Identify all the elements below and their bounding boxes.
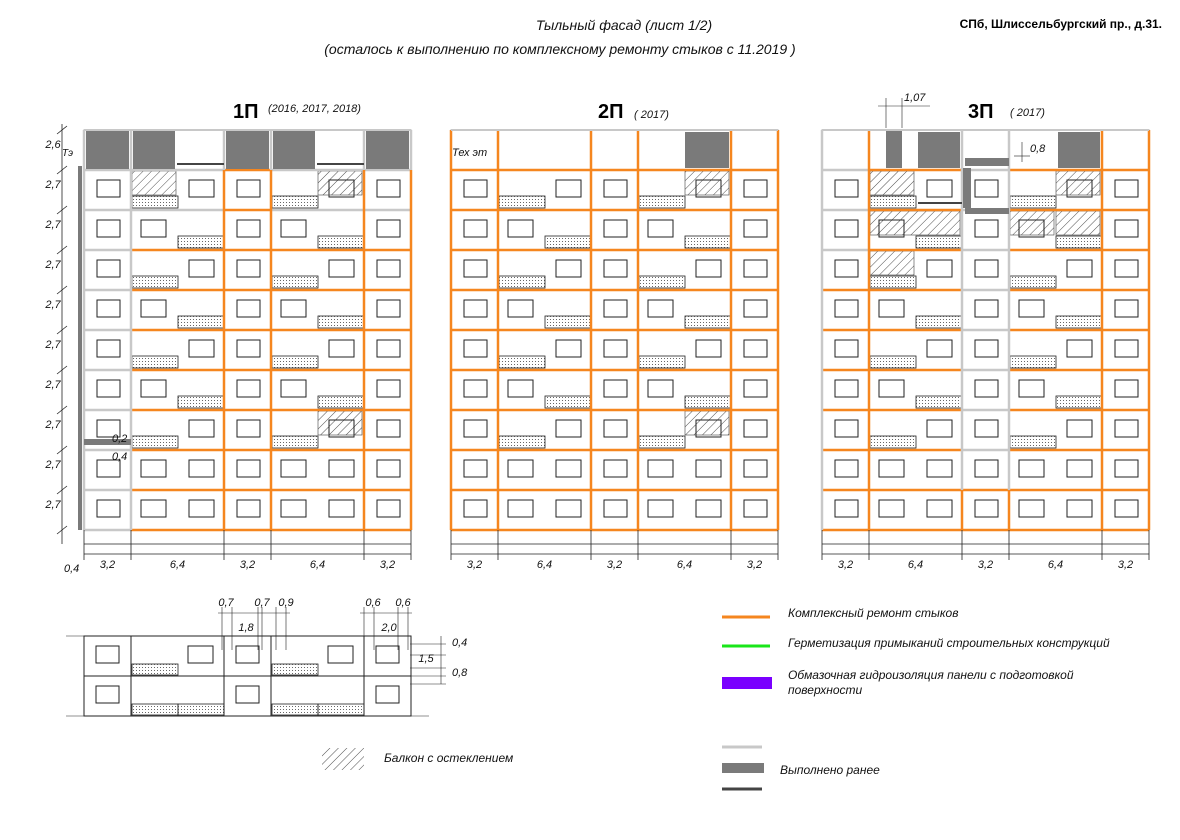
- window: [879, 300, 904, 317]
- floor-height-label: 2,7: [45, 219, 61, 231]
- bay-width-label: 3,2: [746, 559, 763, 571]
- window: [927, 460, 952, 477]
- window: [281, 500, 306, 517]
- window: [508, 460, 533, 477]
- section-heading-3p: [968, 101, 1045, 123]
- window: [1115, 340, 1138, 357]
- window: [648, 460, 673, 477]
- dim-0-4-b: 0,4: [112, 451, 128, 463]
- window: [464, 300, 487, 317]
- done-block: [86, 131, 129, 169]
- window: [835, 500, 858, 517]
- window: [464, 420, 487, 437]
- window: [97, 260, 120, 277]
- floor-height-label: 2,6: [45, 139, 61, 151]
- done-block: [918, 132, 960, 168]
- window: [377, 460, 400, 477]
- floor-height-label: 2,7: [45, 339, 61, 351]
- window: [1115, 460, 1138, 477]
- window: [237, 340, 260, 357]
- window: [604, 380, 627, 397]
- balcony-slab: [272, 356, 318, 368]
- bay-width-label: 3,2: [99, 559, 116, 571]
- window: [97, 340, 120, 357]
- window: [464, 180, 487, 197]
- window: [975, 220, 998, 237]
- window: [188, 646, 213, 663]
- balcony-slab: [870, 276, 916, 288]
- window: [835, 420, 858, 437]
- window: [1115, 420, 1138, 437]
- balcony-slab: [132, 356, 178, 368]
- balcony-slab: [499, 356, 545, 368]
- window: [376, 686, 399, 703]
- window: [604, 500, 627, 517]
- balcony-slab: [318, 316, 364, 328]
- balcony-slab: [272, 196, 318, 208]
- window: [879, 460, 904, 477]
- glazed-balcony: [132, 171, 176, 195]
- window: [1019, 380, 1044, 397]
- balcony-slab: [639, 196, 685, 208]
- window: [1019, 460, 1044, 477]
- window: [464, 220, 487, 237]
- balcony-slab: [132, 664, 178, 675]
- window: [744, 180, 767, 197]
- done-strip: [963, 168, 971, 208]
- window: [648, 500, 673, 517]
- window: [281, 220, 306, 237]
- legend: [322, 606, 1110, 789]
- done-block: [685, 132, 729, 168]
- balcony-slab: [545, 236, 591, 248]
- balcony-slab: [1056, 396, 1102, 408]
- glazed-balcony: [318, 171, 362, 195]
- bay-width-label: 3,2: [837, 559, 854, 571]
- window: [281, 300, 306, 317]
- balcony-slab: [318, 704, 364, 715]
- section-years: ( 2017): [634, 109, 669, 121]
- window: [237, 500, 260, 517]
- done-strip: [965, 208, 1009, 214]
- balcony-slab: [685, 396, 731, 408]
- balcony-slab: [916, 396, 962, 408]
- detail-top-dim: 0,6: [365, 597, 381, 609]
- window: [189, 420, 214, 437]
- bay-width-label: 3,2: [977, 559, 994, 571]
- window: [648, 220, 673, 237]
- window: [97, 500, 120, 517]
- detail-right-dim: 0,4: [452, 637, 468, 649]
- facade-section-2p: [451, 130, 778, 571]
- window: [975, 380, 998, 397]
- window: [927, 180, 952, 197]
- window: [835, 220, 858, 237]
- window: [281, 460, 306, 477]
- window: [464, 460, 487, 477]
- section-years: (2016, 2017, 2018): [268, 103, 361, 115]
- window: [1115, 380, 1138, 397]
- section-heading-1p: [233, 101, 361, 123]
- window: [97, 380, 120, 397]
- balcony-slab: [132, 704, 178, 715]
- window: [927, 420, 952, 437]
- window: [975, 420, 998, 437]
- window: [377, 300, 400, 317]
- window: [835, 180, 858, 197]
- window: [744, 340, 767, 357]
- window: [376, 646, 399, 663]
- balcony-slab: [178, 316, 224, 328]
- window: [604, 340, 627, 357]
- window: [556, 460, 581, 477]
- window: [508, 300, 533, 317]
- window: [464, 380, 487, 397]
- window: [377, 180, 400, 197]
- window: [744, 460, 767, 477]
- window: [975, 300, 998, 317]
- window: [975, 260, 998, 277]
- done-block: [1058, 132, 1100, 168]
- window: [377, 500, 400, 517]
- balcony-slab: [1056, 316, 1102, 328]
- window: [556, 340, 581, 357]
- balcony-slab: [639, 356, 685, 368]
- detail-top-dim: 1,8: [238, 622, 254, 634]
- window: [328, 646, 353, 663]
- detail-top-dim: 2,0: [381, 622, 397, 634]
- window: [237, 380, 260, 397]
- balcony-slab: [272, 704, 318, 715]
- bay-width-label: 3,2: [379, 559, 396, 571]
- balcony-slab: [870, 196, 916, 208]
- balcony-slab: [1056, 236, 1102, 248]
- window: [1115, 260, 1138, 277]
- window: [329, 340, 354, 357]
- floor-height-label: 2,7: [45, 459, 61, 471]
- legend-orange-label: Комплексный ремонт стыков: [788, 606, 959, 620]
- window: [604, 260, 627, 277]
- legend-done-label: Выполнено ранее: [780, 763, 880, 777]
- floor-height-label: 2,7: [45, 499, 61, 511]
- detail-top-dim: 0,6: [395, 597, 411, 609]
- window: [744, 500, 767, 517]
- balcony-slab: [916, 236, 962, 248]
- glazed-balcony: [685, 411, 729, 435]
- window: [329, 460, 354, 477]
- legend-done-dark-swatch: [722, 763, 764, 773]
- window: [236, 686, 259, 703]
- window: [329, 500, 354, 517]
- window: [377, 340, 400, 357]
- window: [556, 260, 581, 277]
- balcony-slab: [272, 664, 318, 675]
- window: [1019, 500, 1044, 517]
- window: [835, 460, 858, 477]
- detail-top-dim: 0,9: [278, 597, 294, 609]
- balcony-slab: [1010, 436, 1056, 448]
- window: [189, 260, 214, 277]
- window: [141, 220, 166, 237]
- balcony-slab: [178, 236, 224, 248]
- section-label: 1П: [233, 101, 259, 123]
- balcony-slab: [1010, 276, 1056, 288]
- balcony-slab: [639, 436, 685, 448]
- section-label: 3П: [968, 101, 994, 123]
- balcony-slab: [272, 436, 318, 448]
- window: [281, 380, 306, 397]
- te-label: Тэ: [62, 148, 74, 159]
- window: [835, 380, 858, 397]
- window: [975, 460, 998, 477]
- balcony-slab: [499, 276, 545, 288]
- address-label: СПб, Шлиссельбургский пр., д.31.: [959, 17, 1162, 31]
- window: [464, 340, 487, 357]
- window: [696, 260, 721, 277]
- window: [377, 380, 400, 397]
- window: [879, 380, 904, 397]
- facade-section-3p: [822, 98, 1149, 571]
- window: [96, 686, 119, 703]
- detail-right-dim: 0,8: [452, 667, 468, 679]
- window: [744, 220, 767, 237]
- balcony-slab: [318, 396, 364, 408]
- window: [648, 300, 673, 317]
- window: [141, 300, 166, 317]
- window: [97, 220, 120, 237]
- window: [696, 460, 721, 477]
- balcony-slab: [499, 196, 545, 208]
- window: [1067, 460, 1092, 477]
- title-line2: (осталось к выполнению по комплексному ремонту стыков с 11.2019 ): [324, 41, 796, 57]
- bay-width-label: 3,2: [466, 559, 483, 571]
- window: [189, 180, 214, 197]
- detail-right-dim: 1,5: [418, 653, 434, 665]
- window: [604, 300, 627, 317]
- window: [835, 300, 858, 317]
- window: [648, 380, 673, 397]
- legend-purple-label-1: Обмазочная гидроизоляция панели с подготовкой: [788, 668, 1074, 682]
- window: [975, 340, 998, 357]
- window: [237, 180, 260, 197]
- bay-width-label: 3,2: [239, 559, 256, 571]
- balcony-slab: [1010, 356, 1056, 368]
- balcony-slab: [916, 316, 962, 328]
- facade-section-1p: [78, 130, 411, 571]
- window: [1067, 340, 1092, 357]
- floor-height-label: 2,7: [45, 379, 61, 391]
- window: [696, 340, 721, 357]
- window: [975, 180, 998, 197]
- window: [377, 220, 400, 237]
- window: [1067, 500, 1092, 517]
- window: [604, 220, 627, 237]
- window: [237, 260, 260, 277]
- window: [1067, 260, 1092, 277]
- balcony-slab: [132, 276, 178, 288]
- window: [189, 460, 214, 477]
- window: [927, 340, 952, 357]
- title-line1: Тыльный фасад (лист 1/2): [535, 17, 713, 33]
- balcony-slab: [870, 436, 916, 448]
- window: [329, 260, 354, 277]
- detail-top-dim: 0,7: [254, 597, 270, 609]
- bay-width-label: 6,4: [1047, 559, 1064, 571]
- window: [556, 420, 581, 437]
- window: [377, 260, 400, 277]
- balcony-slab: [178, 704, 224, 715]
- window: [237, 420, 260, 437]
- legend-purple-swatch: [722, 677, 772, 689]
- window: [236, 646, 259, 663]
- bay-width-label: 6,4: [309, 559, 326, 571]
- window: [744, 260, 767, 277]
- done-strip: [965, 158, 1009, 166]
- window: [464, 260, 487, 277]
- window: [97, 180, 120, 197]
- done-block: [273, 131, 315, 169]
- left-offset-label: 0,4: [64, 563, 80, 575]
- balcony-slab: [272, 276, 318, 288]
- bay-width-label: 3,2: [1117, 559, 1134, 571]
- legend-green-label: Герметизация примыканий строительных конструкций: [788, 636, 1110, 650]
- window: [237, 300, 260, 317]
- done-vertical-strip: [78, 166, 82, 530]
- balcony-slab: [132, 436, 178, 448]
- window: [141, 460, 166, 477]
- done-block: [886, 130, 902, 168]
- window: [189, 340, 214, 357]
- window: [141, 500, 166, 517]
- balcony-slab: [870, 356, 916, 368]
- window: [189, 500, 214, 517]
- floor-height-label: 2,7: [45, 259, 61, 271]
- bay-width-label: 6,4: [169, 559, 186, 571]
- section-years: ( 2017): [1010, 107, 1045, 119]
- bay-width-label: 6,4: [907, 559, 924, 571]
- glazed-balcony: [870, 211, 960, 235]
- window: [927, 260, 952, 277]
- window: [1115, 500, 1138, 517]
- window: [744, 380, 767, 397]
- window: [696, 500, 721, 517]
- balcony-slab: [1010, 196, 1056, 208]
- window: [141, 380, 166, 397]
- balcony-slab: [545, 396, 591, 408]
- window: [1115, 220, 1138, 237]
- window: [744, 300, 767, 317]
- dim-0-8: 0,8: [1030, 143, 1046, 155]
- window: [975, 500, 998, 517]
- balcony-slab: [318, 236, 364, 248]
- dim-0-2: 0,2: [112, 433, 128, 445]
- done-block: [133, 131, 175, 169]
- floor-height-dimensions: [44, 124, 67, 544]
- detail-top-dim: 0,7: [218, 597, 234, 609]
- legend-balcony-swatch: [322, 748, 364, 770]
- window: [377, 420, 400, 437]
- bay-width-label: 3,2: [606, 559, 623, 571]
- done-block: [366, 131, 409, 169]
- section-label: 2П: [598, 101, 624, 123]
- tech-floor-label: Тех эт: [452, 147, 488, 159]
- window: [744, 420, 767, 437]
- balcony-slab: [132, 196, 178, 208]
- window: [96, 646, 119, 663]
- window: [508, 380, 533, 397]
- bay-width-label: 6,4: [536, 559, 553, 571]
- window: [556, 180, 581, 197]
- glazed-balcony: [1010, 211, 1054, 235]
- floor-height-label: 2,7: [45, 299, 61, 311]
- window: [1115, 300, 1138, 317]
- glazed-balcony: [870, 251, 914, 275]
- balcony-slab: [639, 276, 685, 288]
- glazed-balcony: [1056, 211, 1100, 235]
- window: [556, 500, 581, 517]
- window: [1115, 180, 1138, 197]
- balcony-slab: [685, 236, 731, 248]
- glazed-balcony: [870, 171, 914, 195]
- window: [604, 180, 627, 197]
- section-heading-2p: [598, 101, 669, 123]
- window: [604, 460, 627, 477]
- window: [1067, 420, 1092, 437]
- balcony-slab: [499, 436, 545, 448]
- window: [604, 420, 627, 437]
- detail-drawing: [66, 597, 468, 716]
- floor-height-label: 2,7: [45, 179, 61, 191]
- window: [464, 500, 487, 517]
- window: [927, 500, 952, 517]
- glazed-balcony: [318, 411, 362, 435]
- done-block: [226, 131, 269, 169]
- window: [879, 500, 904, 517]
- floor-height-label: 2,7: [45, 419, 61, 431]
- window: [835, 260, 858, 277]
- balcony-slab: [545, 316, 591, 328]
- window: [237, 220, 260, 237]
- glazed-balcony: [1056, 171, 1100, 195]
- window: [237, 460, 260, 477]
- window: [835, 340, 858, 357]
- window: [508, 220, 533, 237]
- dim-1-07: 1,07: [904, 92, 926, 104]
- balcony-slab: [685, 316, 731, 328]
- legend-purple-label-2: поверхности: [788, 683, 863, 697]
- bay-width-label: 6,4: [676, 559, 693, 571]
- glazed-balcony: [685, 171, 729, 195]
- window: [1019, 300, 1044, 317]
- legend-balcony-label: Балкон с остеклением: [384, 751, 514, 765]
- window: [97, 300, 120, 317]
- window: [508, 500, 533, 517]
- balcony-slab: [178, 396, 224, 408]
